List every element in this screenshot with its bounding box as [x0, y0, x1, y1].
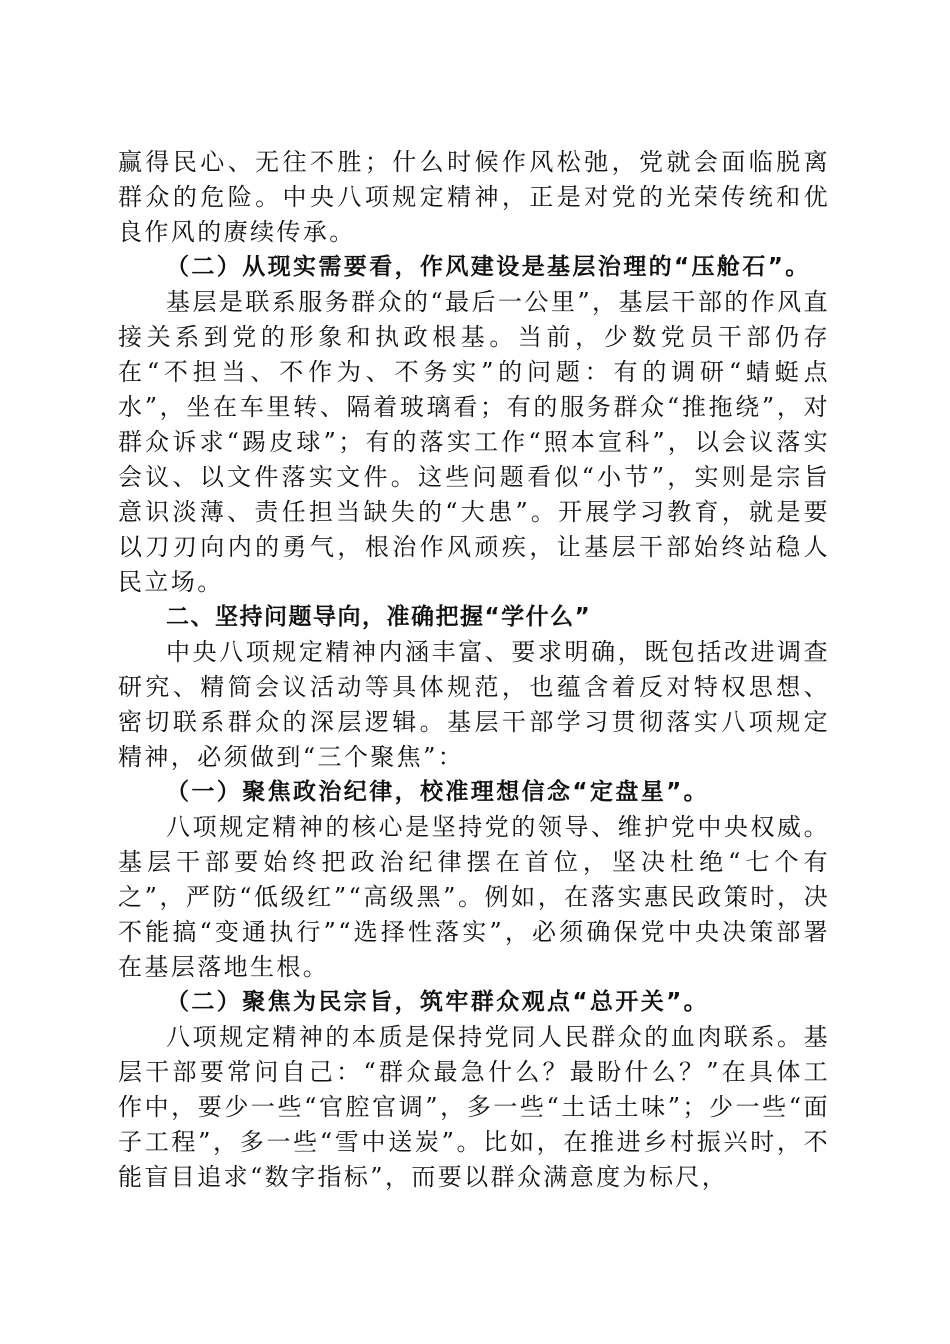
- sub-heading-political-discipline: （一）聚焦政治纪律，校准理想信念“定盘星”。: [166, 779, 710, 805]
- paragraph-eight-rules-intro: 中央八项规定精神内涵丰富、要求明确，既包括改进调查研究、精简会议活动等具体规范，也蕴含着反对特权思想、密切联系群众的深层逻辑。基层干部学习贯彻落实八项规定精神，必须做到“三个聚焦”：: [118, 638, 830, 771]
- sub-heading-practical-needs: （二）从现实需要看，作风建设是基层治理的“压舱石”。: [166, 254, 811, 280]
- paragraph-continued: 赢得民心、无往不胜；什么时候作风松弛，党就会面临脱离群众的危险。中央八项规定精神，正是对党的光荣传统和优良作风的赓续传承。: [118, 148, 830, 246]
- document-body: [118, 145, 830, 1195]
- paragraph-grassroots: 基层是联系服务群众的“最后一公里”，基层干部的作风直接关系到党的形象和执政根基。当前，少数党员干部仍存在“不担当、不作为、不务实”的问题：有的调研“蜻蜓点水”，坐在车里转、隔着玻璃看；有的服务群众“推拖绕”，对群众诉求“踢皮球”；有的落实工作“照本宣科”，以会议落实会议、以文件落实文件。这些问题看似“小节”，实则是宗旨意识淡薄、责任担当缺失的“大患”。开展学习教育，就是要以刀刃向内的勇气，根治作风顽疾，让基层干部始终站稳人民立场。: [118, 288, 830, 596]
- section-heading-what-to-learn: 二、坚持问题导向，准确把握“学什么”: [166, 604, 592, 630]
- paragraph-political-discipline: 八项规定精神的核心是坚持党的领导、维护党中央权威。基层干部要始终把政治纪律摆在首位，坚决杜绝“七个有之”，严防“低级红”“高级黑”。例如，在落实惠民政策时，决不能搞“变通执行”“选择性落实”，必须确保党中央决策部署在基层落地生根。: [118, 813, 830, 981]
- sub-heading-people-first: （二）聚焦为民宗旨，筑牢群众观点“总开关”。: [166, 989, 710, 1015]
- paragraph-people-first: 八项规定精神的本质是保持党同人民群众的血肉联系。基层干部要常问自己：“群众最急什么？最盼什么？”在具体工作中，要少一些“官腔官调”，多一些“土话土味”；少一些“面子工程”，多一些“雪中送炭”。比如，在推进乡村振兴时，不能盲目追求“数字指标”，而要以群众满意度为标尺，: [118, 1023, 830, 1191]
